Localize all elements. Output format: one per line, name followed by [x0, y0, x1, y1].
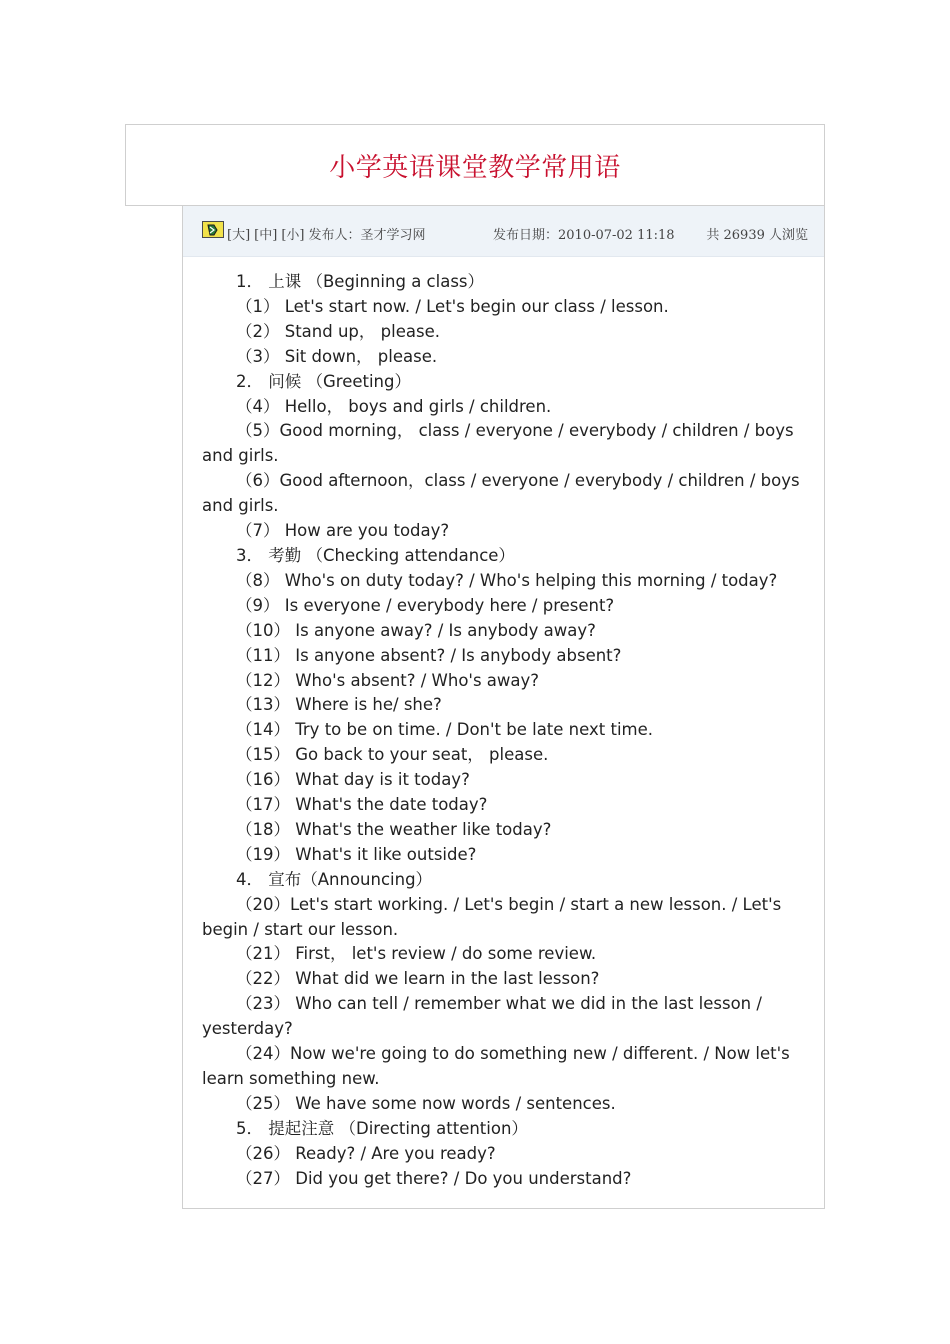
phrase-line: （18） What's the weather like today?	[236, 819, 552, 839]
phrase-line: （8） Who's on duty today? / Who's helping this morning / today?	[236, 570, 778, 590]
phrase-line: begin / start our lesson.	[202, 919, 399, 939]
phrase-list	[202, 270, 804, 1192]
phrase-line: 2． 问候 （Greeting）	[236, 371, 411, 391]
meta-info	[227, 224, 429, 243]
phrase-line: （22） What did we learn in the last lesson?	[236, 969, 600, 989]
phrase-line: 5． 提起注意 （Directing attention）	[236, 1118, 528, 1138]
phrase-line: （20）Let's start working. / Let's begin / start a new lesson. / Let's	[236, 894, 782, 914]
publish-date: 发布日期：2010-07-02 11:18	[493, 228, 675, 243]
phrase-line: yesterday?	[202, 1019, 293, 1039]
phrase-line: 3． 考勤 （Checking attendance）	[236, 545, 515, 565]
phrase-line: （4） Hello， boys and girls / children.	[236, 396, 552, 416]
phrase-line: （25） We have some now words / sentences.	[236, 1093, 616, 1113]
phrase-line: （16） What day is it today?	[236, 770, 470, 790]
phrase-line: and girls.	[202, 446, 279, 466]
phrase-line: （11） Is anyone absent? / Is anybody absent?	[236, 645, 622, 665]
title-box	[125, 124, 825, 206]
document-icon	[202, 221, 224, 238]
phrase-line: and girls.	[202, 496, 279, 516]
phrase-line: （21） First， let's review / do some review.	[236, 944, 597, 964]
phrase-line: （24）Now we're going to do something new / different. / Now let's	[236, 1044, 790, 1064]
phrase-line: （3） Sit down， please.	[236, 346, 438, 366]
phrase-line: （10） Is anyone away? / Is anybody away?	[236, 620, 596, 640]
publisher: 发布人：圣才学习网	[308, 228, 426, 243]
phrase-line: （19） What's it like outside?	[236, 844, 477, 864]
phrase-line: （6）Good afternoon，class / everyone / everybody / children / boys	[236, 471, 800, 491]
font-size-medium-link[interactable]: [中]	[254, 228, 278, 243]
phrase-line: （9） Is everyone / everybody here / present?	[236, 595, 615, 615]
phrase-line: learn something new.	[202, 1069, 380, 1088]
article-content	[182, 206, 825, 1209]
phrase-line: 1． 上课 （Beginning a class）	[236, 272, 485, 291]
phrase-line: （1） Let's start now. / Let's begin our class / lesson.	[236, 296, 669, 316]
phrase-line: （13） Where is he/ she?	[236, 695, 442, 715]
phrase-line: （7） How are you today?	[236, 521, 450, 541]
view-count: 共 26939 人浏览	[706, 228, 808, 243]
page-title: 小学英语课堂教学常用语	[329, 153, 621, 183]
phrase-line: （26） Ready? / Are you ready?	[236, 1143, 496, 1163]
phrase-line: （17） What's the date today?	[236, 795, 488, 815]
phrase-line: （12） Who's absent? / Who's away?	[236, 670, 540, 690]
phrase-line: （23） Who can tell / remember what we did in the last lesson /	[236, 994, 762, 1014]
phrase-line: （5）Good morning， class / everyone / everybody / children / boys	[236, 421, 794, 441]
phrase-line: （14） Try to be on time. / Don't be late next time.	[236, 720, 653, 740]
phrase-line: （27） Did you get there? / Do you understand?	[236, 1168, 632, 1188]
font-size-small-link[interactable]: [小]	[281, 228, 305, 243]
phrase-line: （15） Go back to your seat， please.	[236, 745, 549, 765]
phrase-line: （2） Stand up， please.	[236, 321, 440, 341]
phrase-line: 4． 宣布（Announcing）	[236, 869, 433, 889]
meta-bar	[183, 206, 824, 257]
font-size-large-link[interactable]: [大]	[227, 228, 251, 243]
